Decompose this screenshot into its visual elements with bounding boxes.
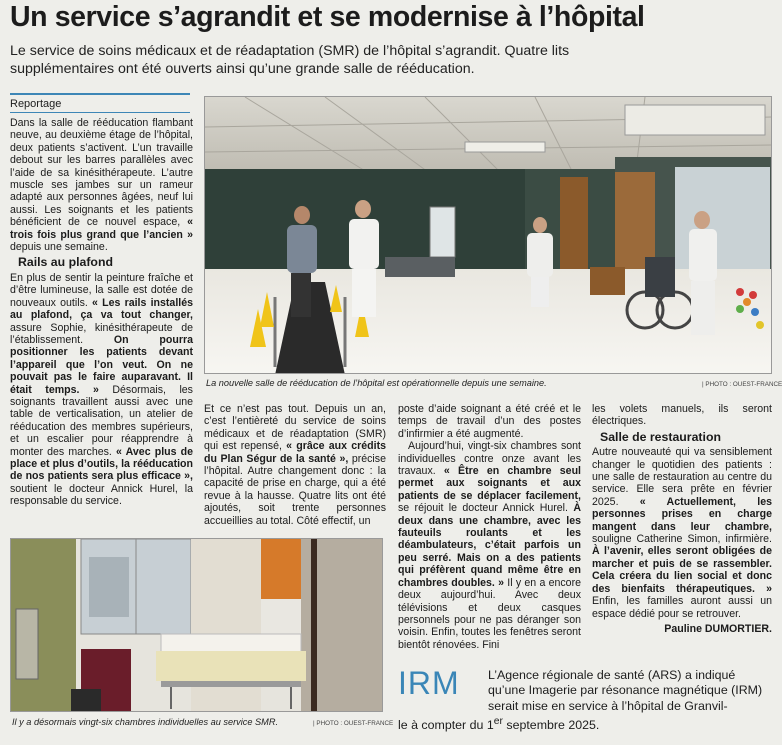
col1-paragraph-1: Dans la salle de rééducation flambant neuve, au deuxième étage de l’hôpital, deux patients s’activent. L’un travaille debout sur les barres parallèles avec l’aide de sa kinésithérapeute. L’autre muscle ses jambes sur un rameur adapté aux personnes âgées, neuf lui aussi. Les soignants et les patients bénéficient de ce nouvel espace, « trois fois plus grand que l’ancien » depuis une semaine. (10, 117, 193, 254)
rehab-room-image (205, 97, 772, 374)
col2-paragraph-1: Et ce n’est pas tout. Depuis un an, c’est l’entièreté du service de soins médicaux et de réadaptation (SMR) qui est repensé, « grâce aux crédits du Plan Ségur de la santé », précise l’hôpital. Autre changement donc : la capacité de prise en charge, qui a été revue à la hausse. Quatre lits ont été ajoutés, soit trente personnes accueillies au total. Côté effectif, un (204, 403, 386, 527)
column-3 (398, 403, 581, 651)
photo2-caption: Il y a désormais vingt-six chambres individuelles au service SMR. (12, 717, 279, 727)
col1-paragraph-2: En plus de sentir la peinture fraîche et d’être lumineuse, la salle est dotée de nouveaux outils. « Les rails installés au plafond, ça va tout changer, assure Sophie, kinésithérapeute de l’établissement. On pourra positionner les patients devant l’appareil que l’on veut. On ne pouvait pas le faire auparavant. Il était temps. » Désormais, les soignants travaillent aussi avec une table de verticalisation, un atelier de rééducation des membres supérieurs, et un escalier pour réapprendre à monter des marches. « Avec plus de place et plus d’outils, la rééducation de nos patients sera plus efficace », soutient le docteur Annick Hurel, la responsable du service. (10, 271, 193, 508)
subheading-rails: Rails au plafond (18, 255, 113, 270)
column-2 (204, 403, 386, 527)
photo1-credit: | PHOTO : OUEST-FRANCE (702, 381, 782, 388)
col4-paragraph-1: les volets manuels, ils seront électriques. (592, 403, 772, 428)
photo1-caption: La nouvelle salle de rééducation de l’hôpital est opérationnelle depuis une semaine. (206, 378, 547, 388)
column-4 (592, 403, 772, 635)
subheading-restauration: Salle de restauration (600, 429, 721, 444)
article-headline: Un service s’agrandit et se modernise à l’hôpital (10, 1, 645, 33)
individual-room-image (11, 539, 383, 712)
irm-text-2: le à compter du 1er septembre 2025. (398, 716, 600, 733)
photo2-credit: | PHOTO : OUEST-FRANCE (313, 720, 394, 727)
irm-brief (390, 665, 782, 745)
article-lead: Le service de soins médicaux et de réadaptation (SMR) de l’hôpital s’agrandit. Quatre lits supplémentaires ont été ouverts ainsi qu’une grande salle de rééducation. (10, 43, 570, 77)
rubric-label: Reportage (10, 98, 190, 113)
author-signature: Pauline DUMORTIER. (664, 622, 772, 635)
column-1 (10, 117, 193, 508)
col3-paragraph-2: Aujourd’hui, vingt-six chambres sont individuelles contre onze avant les travaux. « Être en chambre seul permet aux soignants et aux patients de se déplacer facilement, se réjouit le docteur Annick Hurel. À deux dans une chambre, avec les fauteuils roulants et les déambulateurs, c’était parfois un peu serré. Mais on a des patients qui préfèrent quand même être en chambres doubles. » Il y en a encore deux aujourd’hui. Avec deux télévisions et deux casques personnels pour ne pas déranger son voisin. Enfin, toutes les fenêtres seront bientôt rénovées. Fini (398, 440, 581, 651)
col3-paragraph-1: poste d’aide soignant a été créé et le temps de travail d’un des postes d’infirmier a été augmenté. (398, 403, 581, 440)
section-rubric (10, 93, 190, 113)
col4-paragraph-2: Autre nouveauté qui va sensiblement changer le quotidien des patients : une salle de restauration au centre du service. Elle sera prête en février 2025. « Actuellement, les personnes prises en charge mangent dans leur chambre, souligne Catherine Simon, infirmière. À l’avenir, elles seront obligées de marcher et puis de se rassembler. Cela créera du lien social et donc des bienfaits thérapeutiques. » Enfin, les familles auront aussi un espace dédié pour se retrouver. (592, 446, 772, 620)
photo-rehab-room (204, 96, 772, 374)
irm-text-1: L’Agence régionale de santé (ARS) a indiqué qu’une Imagerie par résonance magnétique (IRM) serait mise en service à l’hôpital de Granvil- (488, 668, 763, 713)
photo-individual-room (10, 538, 383, 712)
irm-label: IRM (398, 665, 460, 701)
